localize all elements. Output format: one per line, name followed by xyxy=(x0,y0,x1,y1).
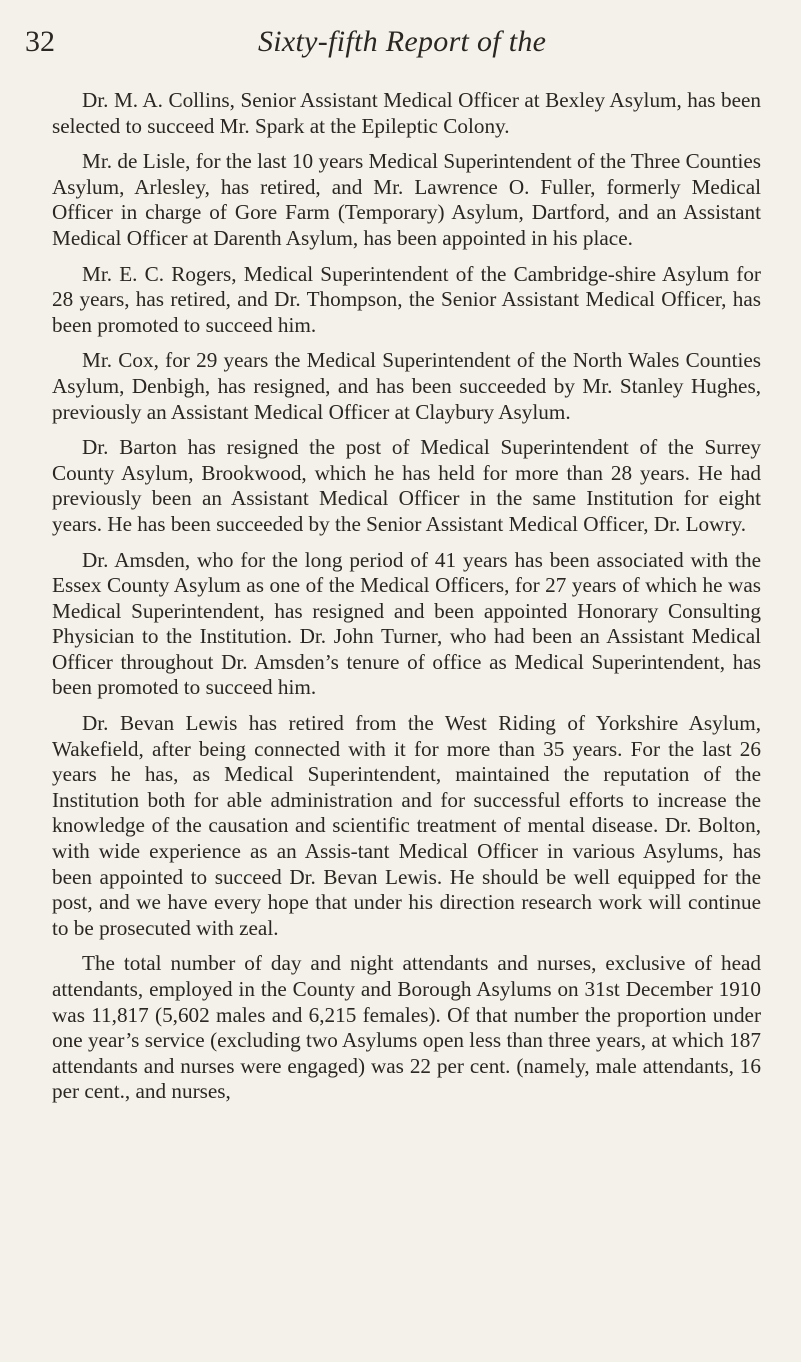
paragraph-bevan-lewis: Dr. Bevan Lewis has retired from the West Riding of Yorkshire Asylum, Wakefield, after being connected with it for more than 35 years. For the last 26 years he has, as Medical Superintendent, maintained the reputation of the Institution both for able administration and for successful efforts to increase the knowledge of the causation and scientific treatment of mental disease. Dr. Bolton, with wide experience as an Assis-tant Medical Officer in various Asylums, has been appointed to succeed Dr. Bevan Lewis. He should be well equipped for the post, and we have every hope that under his direction research work will continue to be prosecuted with zeal. xyxy=(52,711,761,940)
running-title: Sixty-fifth Report of the xyxy=(258,25,547,58)
paragraph-rogers: Mr. E. C. Rogers, Medical Superintendent of the Cambridge-shire Asylum for 28 years, has retired, and Dr. Thompson, the Senior Assistant Medical Officer, has been promoted to succeed him. xyxy=(52,261,761,337)
paragraph-barton: Dr. Barton has resigned the post of Medical Superintendent of the Surrey County Asylum, Brookwood, which he has held for more than 28 years. He had previously been an Assistant Medical Officer in the same Institution for eight years. He has been succeeded by the Senior Assistant Medical Officer, Dr. Lowry. xyxy=(52,435,761,536)
page-number: 32 xyxy=(25,25,55,58)
paragraph-attendants-total: The total number of day and night attendants and nurses, exclusive of head attendants, employed in the County and Borough Asylums on 31st December 1910 was 11,817 (5,602 males and 6,215 females). Of that number the proportion under one year’s service (excluding two Asylums open less than three years, at which 187 attendants and nurses were engaged) was 22 per cent. (namely, male attendants, 16 per cent., and nurses, xyxy=(52,951,761,1104)
body-text xyxy=(52,88,761,1105)
paragraph-collins: Dr. M. A. Collins, Senior Assistant Medical Officer at Bexley Asylum, has been selected to succeed Mr. Spark at the Epileptic Colony. xyxy=(52,88,761,138)
paragraph-de-lisle: Mr. de Lisle, for the last 10 years Medical Superintendent of the Three Counties Asylum, Arlesley, has retired, and Mr. Lawrence O. Fuller, formerly Medical Officer in charge of Gore Farm (Temporary) Asylum, Dartford, and an Assistant Medical Officer at Darenth Asylum, has been appointed in his place. xyxy=(52,149,761,250)
paragraph-amsden: Dr. Amsden, who for the long period of 41 years has been associated with the Essex County Asylum as one of the Medical Officers, for 27 years of which he was Medical Superintendent, has resigned and been appointed Honorary Consulting Physician to the Institution. Dr. John Turner, who had been an Assistant Medical Officer throughout Dr. Amsden’s tenure of office as Medical Superintendent, has been promoted to succeed him. xyxy=(52,547,761,700)
paragraph-cox: Mr. Cox, for 29 years the Medical Superintendent of the North Wales Counties Asylum, Denbigh, has resigned, and has been succeeded by Mr. Stanley Hughes, previously an Assistant Medical Officer at Claybury Asylum. xyxy=(52,348,761,424)
page-header xyxy=(25,20,785,64)
